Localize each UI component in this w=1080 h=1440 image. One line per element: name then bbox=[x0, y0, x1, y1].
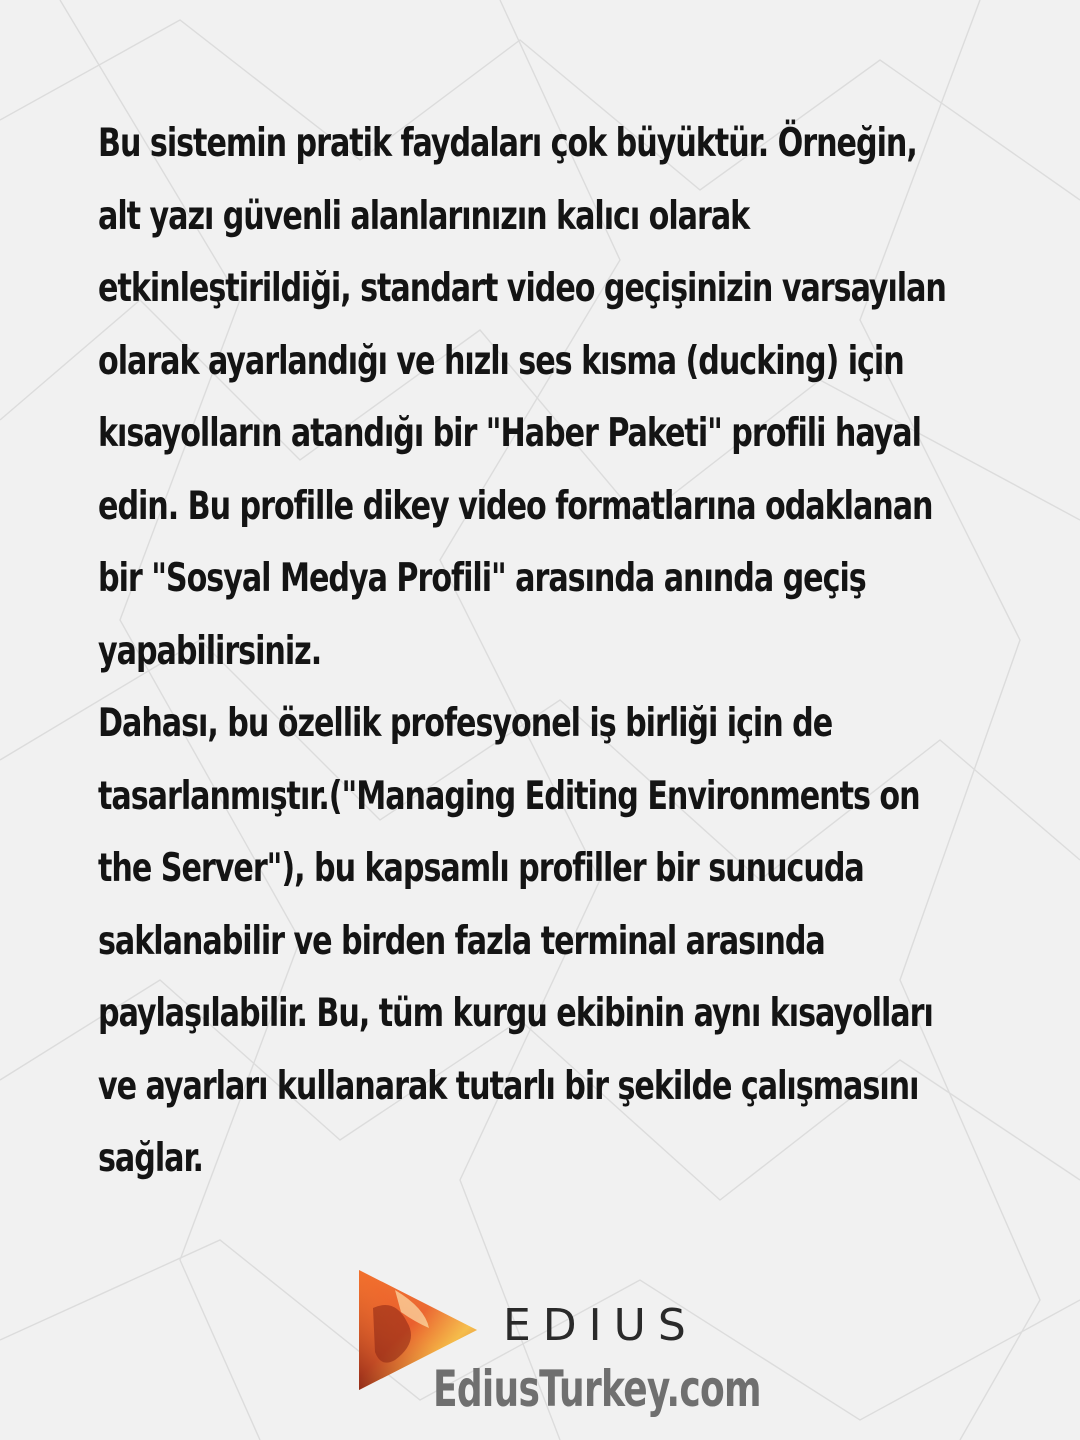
site-name: EdiusTurkey.com bbox=[433, 1360, 761, 1418]
text-line: yapabilirsiniz. bbox=[98, 628, 322, 674]
text-line: the Server"), bu kapsamlı profiller bir sunucuda bbox=[98, 846, 864, 891]
edius-logo bbox=[355, 1268, 775, 1428]
paragraph-1 bbox=[98, 108, 992, 1196]
main-text bbox=[98, 108, 998, 1196]
text-line: sağlar. bbox=[98, 1136, 203, 1181]
text-line: ve ayarları kullanarak tutarlı bir şekilde çalışmasını bbox=[98, 1063, 919, 1109]
text-line: paylaşılabilir. Bu, tüm kurgu ekibinin aynı kısayolları bbox=[98, 991, 933, 1036]
text-line: Bu sistemin pratik faydaları çok büyüktür. Örneğin, bbox=[98, 121, 917, 166]
text-line: olarak ayarlandığı ve hızlı ses kısma (ducking) için bbox=[98, 338, 904, 384]
text-line: tasarlanmıştır.("Managing Editing Environments on bbox=[98, 773, 920, 819]
text-line: edin. Bu profille dikey video formatlarına odaklanan bbox=[98, 483, 933, 529]
text-line: Dahası, bu özellik profesyonel iş birliği için de bbox=[98, 701, 833, 746]
edius-wordmark: EDIUS bbox=[503, 1300, 698, 1351]
text-line: kısayolların atandığı bir "Haber Paketi" profili hayal bbox=[98, 411, 921, 456]
text-line: etkinleştirildiği, standart video geçişinizin varsayılan bbox=[98, 266, 946, 311]
text-line: saklanabilir ve birden fazla terminal arasında bbox=[98, 918, 825, 964]
text-line: bir "Sosyal Medya Profili" arasında anında geçiş bbox=[98, 556, 866, 601]
text-line: alt yazı güvenli alanlarınızın kalıcı olarak bbox=[98, 193, 750, 239]
